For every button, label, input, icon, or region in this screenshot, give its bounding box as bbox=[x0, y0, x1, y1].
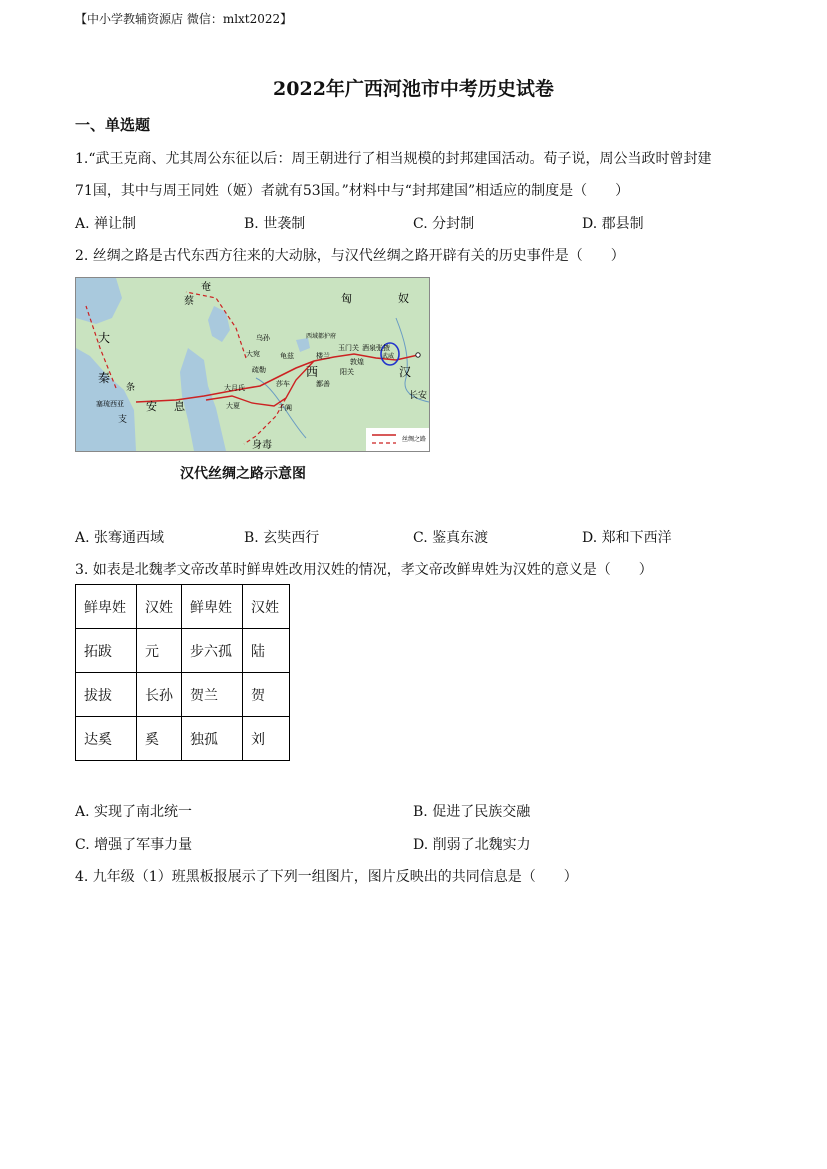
map-label: 玉门关 bbox=[338, 344, 359, 352]
map-legend-label: 丝绸之路 bbox=[402, 436, 427, 443]
map-label: 于阗 bbox=[278, 404, 292, 412]
q3-text: 3. 如表是北魏孝文帝改革时鲜卑姓改用汉姓的情况，孝文帝改鲜卑姓为汉姓的意义是（ ） bbox=[75, 562, 653, 578]
q1-option-b: B. 世袭制 bbox=[244, 216, 306, 232]
map-label: 疏勒 bbox=[252, 366, 266, 374]
table-cell: 刘 bbox=[243, 717, 290, 761]
map-label: 张掖 bbox=[376, 344, 390, 352]
q1-text-line2: 71国，其中与周王同姓（姬）者就有53国。”材料中与“封邦建国”相适应的制度是（ ） bbox=[75, 183, 630, 199]
q2-option-b: B. 玄奘西行 bbox=[244, 530, 320, 546]
q1-option-c: C. 分封制 bbox=[413, 216, 475, 232]
map-label: 秦 bbox=[98, 371, 111, 385]
map-label: 条 bbox=[126, 383, 136, 393]
surname-table bbox=[75, 584, 290, 761]
table-cell: 贺 bbox=[243, 673, 290, 717]
table-cell: 元 bbox=[137, 629, 182, 673]
table-cell: 鲜卑姓 bbox=[76, 585, 137, 629]
map-label: 酒泉 bbox=[362, 344, 376, 352]
q1-option-d: D. 郡县制 bbox=[582, 216, 644, 232]
map-label: 大 bbox=[98, 331, 111, 345]
map-label: 大月氏 bbox=[224, 384, 245, 392]
map-label: 敦煌 bbox=[350, 358, 364, 366]
map-label: 身毒 bbox=[252, 440, 272, 451]
table-cell: 奚 bbox=[137, 717, 182, 761]
q2-option-a: A. 张骞通西域 bbox=[75, 530, 165, 546]
map-label: 蔡 bbox=[184, 296, 194, 307]
table-cell: 鲜卑姓 bbox=[182, 585, 243, 629]
q4-text: 4. 九年级（1）班黑板报展示了下列一组图片，图片反映出的共同信息是（ ） bbox=[75, 869, 578, 885]
map-label: 莎车 bbox=[276, 380, 290, 388]
map-label: 汉 bbox=[399, 365, 412, 379]
map-label: 支 bbox=[118, 415, 128, 425]
table-cell: 汉姓 bbox=[243, 585, 290, 629]
map-label: 奄 bbox=[201, 282, 211, 293]
q2-text: 2. 丝绸之路是古代东西方往来的大动脉，与汉代丝绸之路开辟有关的历史事件是（ ） bbox=[75, 248, 625, 264]
map-label: 阳关 bbox=[340, 368, 354, 376]
map-label: 塞琉西亚 bbox=[96, 400, 124, 408]
silk-road-map bbox=[75, 277, 430, 452]
q1-option-a: A. 禅让制 bbox=[75, 216, 137, 232]
table-cell: 独孤 bbox=[182, 717, 243, 761]
map-caption: 汉代丝绸之路示意图 bbox=[180, 466, 306, 482]
q3-option-c: C. 增强了军事力量 bbox=[75, 837, 193, 853]
q2-option-c: C. 鉴真东渡 bbox=[413, 530, 489, 546]
q3-option-d: D. 削弱了北魏实力 bbox=[413, 837, 531, 853]
map-label: 长安 bbox=[409, 391, 428, 401]
map-label: 西域都护府 bbox=[306, 333, 337, 340]
map-label: 匈 bbox=[341, 292, 352, 305]
map-label: 龟兹 bbox=[280, 352, 294, 360]
map-label: 安 bbox=[146, 400, 157, 413]
table-row bbox=[76, 629, 290, 673]
table-cell: 陆 bbox=[243, 629, 290, 673]
q1-text-line1: 1.“武王克商、尤其周公东征以后：周王朝进行了相当规模的封邦建国活动。荀子说，周公当政时曾封建 bbox=[75, 151, 712, 167]
table-cell: 贺兰 bbox=[182, 673, 243, 717]
table-cell: 拓跋 bbox=[76, 629, 137, 673]
table-row bbox=[76, 673, 290, 717]
map-label: 乌孙 bbox=[256, 334, 270, 342]
table-cell: 达奚 bbox=[76, 717, 137, 761]
map-label: 鄯善 bbox=[316, 380, 330, 388]
map-label: 楼兰 bbox=[316, 352, 330, 360]
table-row bbox=[76, 717, 290, 761]
map-city-changan bbox=[416, 353, 420, 357]
map-label: 息 bbox=[174, 400, 185, 413]
map-label: 大宛 bbox=[246, 350, 260, 358]
table-cell: 汉姓 bbox=[137, 585, 182, 629]
table-row bbox=[76, 585, 290, 629]
map-label: 大夏 bbox=[226, 402, 240, 410]
section-heading: 一、单选题 bbox=[75, 116, 151, 134]
map-label: 武威 bbox=[382, 353, 395, 360]
q3-option-b: B. 促进了民族交融 bbox=[413, 804, 531, 820]
page-title: 2022年广西河池市中考历史试卷 bbox=[273, 78, 554, 100]
map-label: 西 bbox=[306, 365, 319, 379]
map-label: 奴 bbox=[398, 292, 409, 305]
q2-option-d: D. 郑和下西洋 bbox=[582, 530, 672, 546]
table-cell: 长孙 bbox=[137, 673, 182, 717]
q3-option-a: A. 实现了南北统一 bbox=[75, 804, 193, 820]
table-cell: 步六孤 bbox=[182, 629, 243, 673]
page-header: 【中小学教辅资源店 微信：mlxt2022】 bbox=[75, 12, 293, 26]
table-cell: 拔拔 bbox=[76, 673, 137, 717]
